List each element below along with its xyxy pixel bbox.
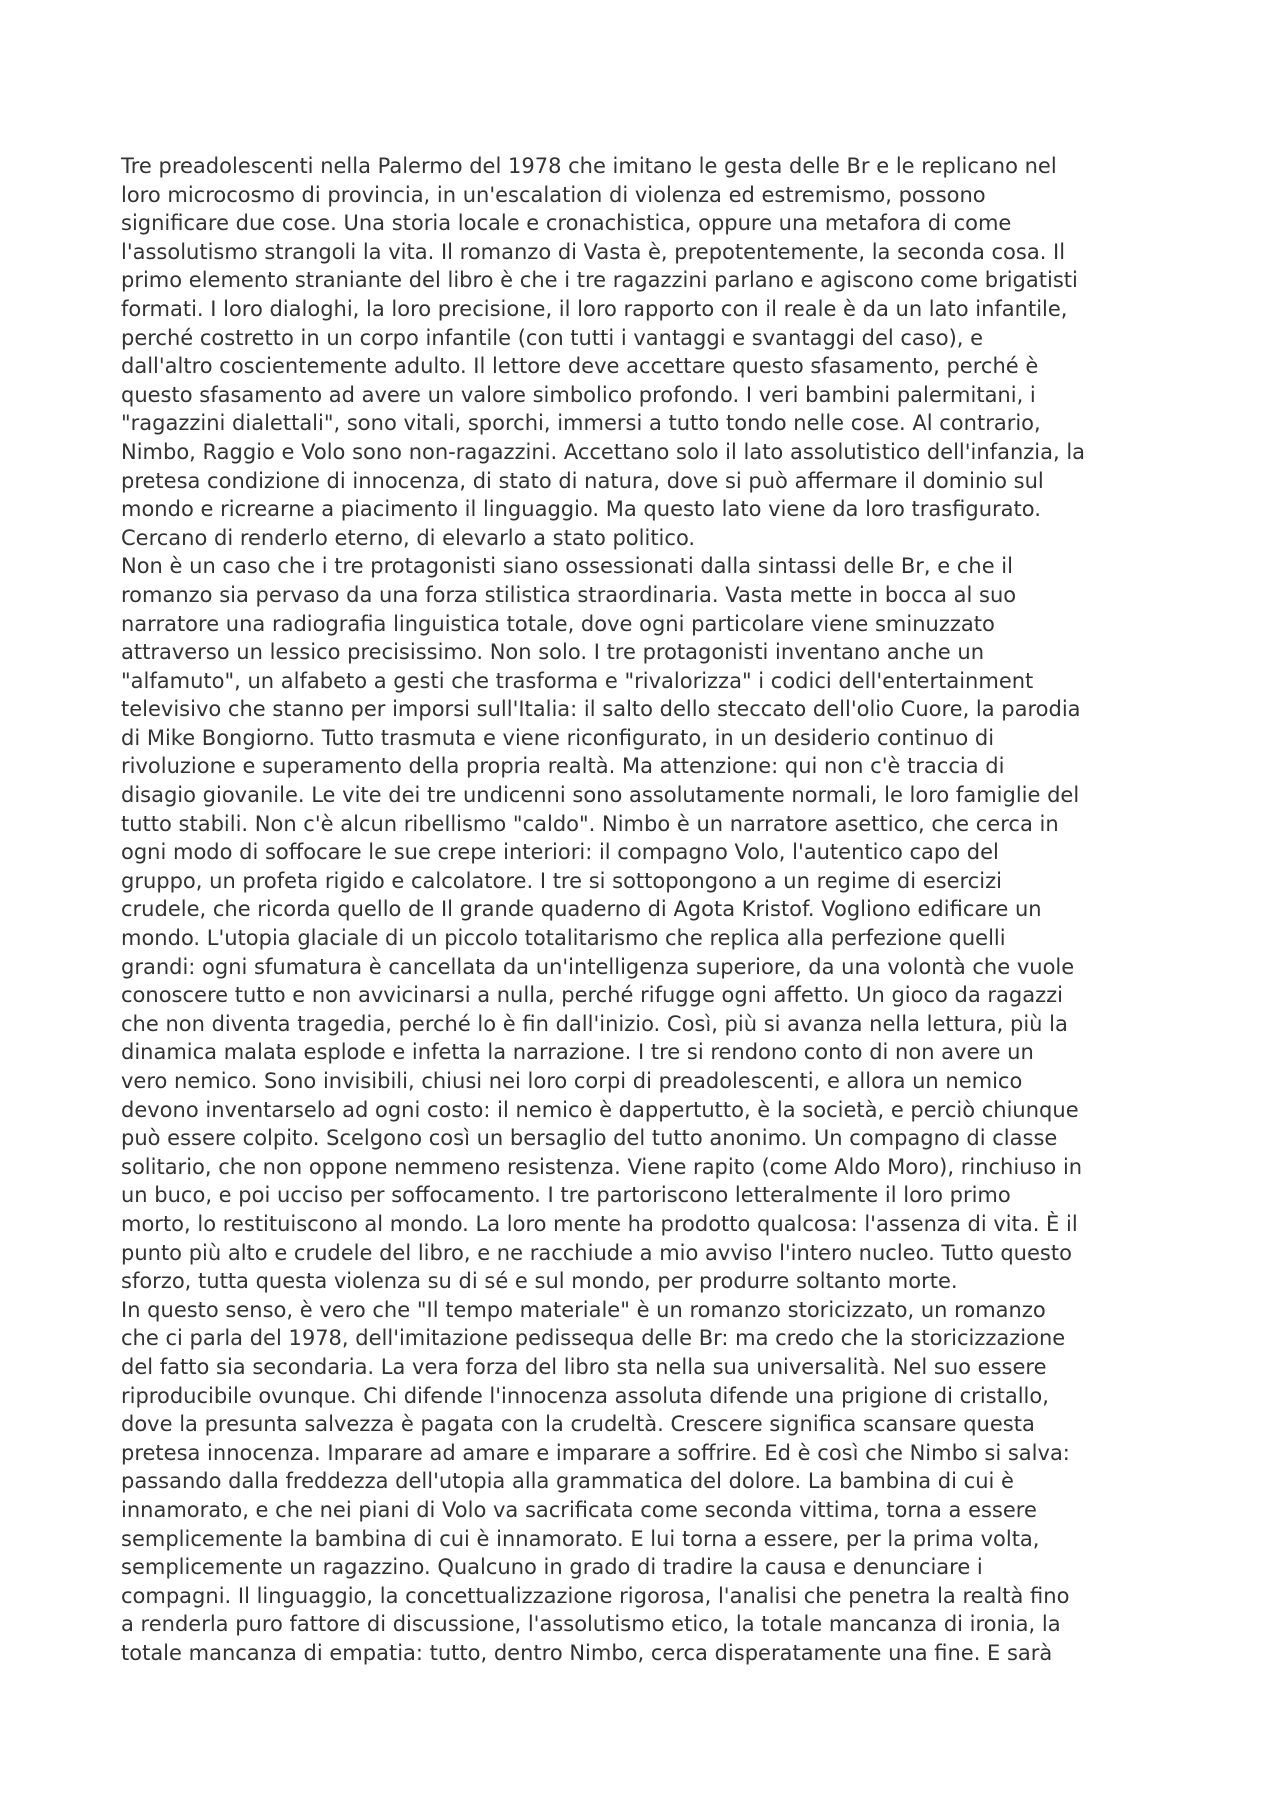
paragraph-1: Tre preadolescenti nella Palermo del 1978 che imitano le gesta delle Br e le replicano nel loro microcosmo di provincia, in un'escalation di violenza ed estremismo, possono significare due cose. Una storia locale e cronachistica, oppure una metafora di come l'assolutismo strangoli la vita. Il romanzo di Vasta è, prepotentemente, la seconda cosa. Il primo elemento straniante del libro è che i tre ragazzini parlano e agiscono come brigatisti formati. I loro dialoghi, la loro precisione, il loro rapporto con il reale è da un lato infantile, perché costretto in un corpo infantile (con tutti i vantaggi e svantaggi del caso), e dall'altro coscientemente adulto. Il lettore deve accettare questo sfasamento, perché è questo sfasamento ad avere un valore simbolico profondo. I veri bambini palermitani, i "ragazzini dialettali", sono vitali, sporchi, immersi a tutto tondo nelle cose. Al contrario, Nimbo, Raggio e Volo sono non-ragazzini. Accettano solo il lato assolutistico dell'infanzia, la pretesa condizione di innocenza, di stato di natura, dove si può affermare il dominio sul mondo e ricrearne a piacimento il linguaggio. Ma questo lato viene da loro trasfigurato. Cercano di renderlo eterno, di elevarlo a stato politico. [121,154,1086,550]
document-body [121,152,1166,1667]
paragraph-3: In questo senso, è vero che "Il tempo materiale" è un romanzo storicizzato, un romanzo che ci parla del 1978, dell'imitazione pedissequa delle Br: ma credo che la storicizzazione del fatto sia secondaria. La vera forza del libro sta nella sua universalità. Nel suo essere riproducibile ovunque. Chi difende l'innocenza assoluta difende una prigione di cristallo, dove la presunta salvezza è pagata con la crudeltà. Crescere significa scansare questa pretesa innocenza. Imparare ad amare e imparare a soffrire. Ed è così che Nimbo si salva: passando dalla freddezza dell'utopia alla grammatica del dolore. La bambina di cui è innamorato, e che nei piani di Volo va sacrificata come seconda vittima, torna a essere semplicemente la bambina di cui è innamorato. E lui torna a essere, per la prima volta, semplicemente un ragazzino. Qualcuno in grado di tradire la causa e denunciare i compagni. Il linguaggio, la concettualizzazione rigorosa, l'analisi che penetra la realtà fino a renderla puro fattore di discussione, l'assolutismo etico, la totale mancanza di ironia, la totale mancanza di empatia: tutto, dentro Nimbo, cerca disperatamente una fine. E sarà [121,1297,1070,1665]
paragraph-2: Non è un caso che i tre protagonisti siano ossessionati dalla sintassi delle Br, e che il romanzo sia pervaso da una forza stilistica straordinaria. Vasta mette in bocca al suo narratore una radiografia linguistica totale, dove ogni particolare viene sminuzzato attraverso un lessico precisissimo. Non solo. I tre protagonisti inventano anche un "alfamuto", un alfabeto a gesti che trasforma e "rivalorizza" i codici dell'entertainment televisivo che stanno per imporsi sull'Italia: il salto dello steccato dell'olio Cuore, la parodia di Mike Bongiorno. Tutto trasmuta e viene riconfigurato, in un desiderio continuo di rivoluzione e superamento della propria realtà. Ma attenzione: qui non c'è traccia di disagio giovanile. Le vite dei tre undicenni sono assolutamente normali, le loro famiglie del tutto stabili. Non c'è alcun ribellismo "caldo". Nimbo è un narratore asettico, che cerca in ogni modo di soffocare le sue crepe interiori: il compagno Volo, l'autentico capo del gruppo, un profeta rigido e calcolatore. I tre si sottopongono a un regime di esercizi crudele, che ricorda quello de Il grande quaderno di Agota Kristof. Vogliono edificare un mondo. L'utopia glaciale di un piccolo totalitarismo che replica alla perfezione quelli grandi: ogni sfumatura è cancellata da un'intelligenza superiore, da una volontà che vuole conoscere tutto e non avvicinarsi a nulla, perché rifugge ogni affetto. Un gioco da ragazzi che non diventa tragedia, perché lo è fin dall'inizio. Così, più si avanza nella lettura, più la dinamica malata esplode e infetta la narrazione. I tre si rendono conto di non avere un vero nemico. Sono invisibili, chiusi nei loro corpi di preadolescenti, e allora un nemico devono inventarselo ad ogni costo: il nemico è dappertutto, è la società, e perciò chiunque può essere colpito. Scelgono così un bersaglio del tutto anonimo. Un compagno di classe solitario, che non oppone nemmeno resistenza. Viene rapito (come Aldo Moro), rinchiuso in un buco, e poi ucciso per soffocamento. I tre partoriscono letteralmente il loro primo morto, lo restituiscono al mondo. La loro mente ha prodotto qualcosa: l'assenza di vita. È il punto più alto e crudele del libro, e ne racchiude a mio avviso l'intero nucleo. Tutto questo sforzo, tutta questa violenza su di sé e sul mondo, per produrre soltanto morte. [121,554,1083,1294]
